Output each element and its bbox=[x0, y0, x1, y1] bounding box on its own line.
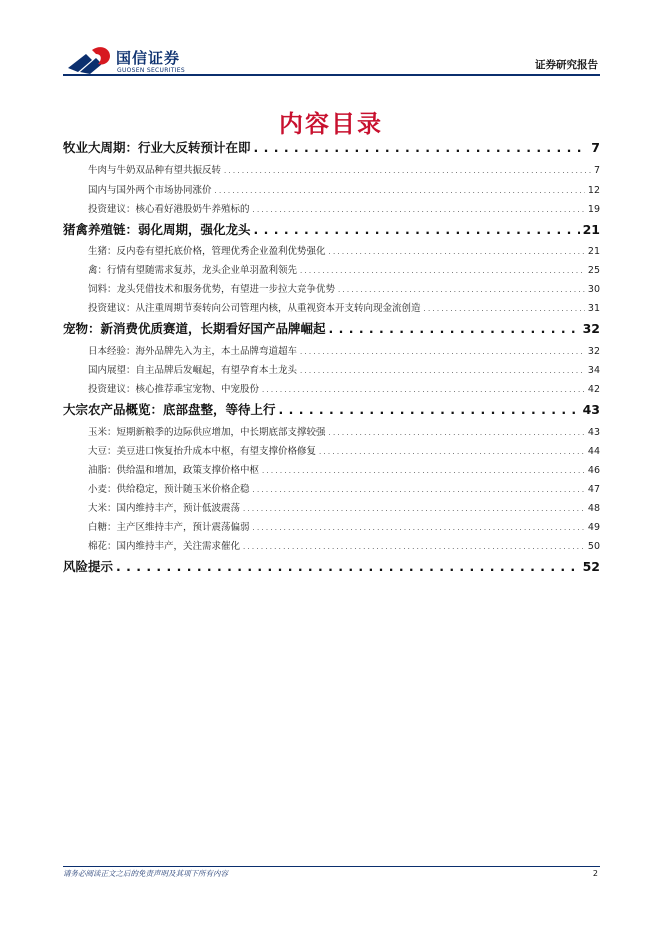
toc-entry-page: 34 bbox=[587, 365, 600, 376]
toc-entry-title: 生猪：反内卷有望托底价格，管理优秀企业盈利优势强化 bbox=[88, 246, 326, 257]
toc-subsection-entry[interactable] bbox=[63, 182, 600, 200]
toc-dot-leader bbox=[262, 462, 585, 480]
toc-entry-page: 30 bbox=[587, 284, 600, 295]
toc-entry-title: 国内与国外两个市场协同涨价 bbox=[88, 185, 212, 196]
toc-subsection-entry[interactable] bbox=[63, 262, 600, 280]
toc-entry-page: 12 bbox=[587, 185, 600, 196]
toc-section-entry[interactable] bbox=[63, 319, 600, 339]
toc-subsection-entry[interactable] bbox=[63, 201, 600, 219]
toc-entry-title: 投资建议：核心看好港股奶牛养殖标的 bbox=[88, 204, 250, 215]
toc-entry-title: 棉花：国内维持丰产，关注需求催化 bbox=[88, 541, 241, 552]
toc-entry-page: 7 bbox=[593, 165, 600, 176]
toc-subsection-entry[interactable] bbox=[63, 281, 600, 299]
toc-entry-title: 玉米：短期新粮季的边际供应增加，中长期底部支撑较强 bbox=[88, 427, 326, 438]
footer-disclaimer: 请务必阅读正文之后的免责声明及其项下所有内容 bbox=[63, 869, 228, 878]
toc-entry-title: 猪禽养殖链：弱化周期，强化龙头 bbox=[63, 222, 251, 237]
toc-entry-title: 投资建议：从注重周期节奏转向公司管理内核，从重视资本开支转向现金流创造 bbox=[88, 303, 421, 314]
toc-entry-page: 19 bbox=[587, 204, 600, 215]
toc-entry-title: 大豆：美豆进口恢复抬升成本中枢，有望支撑价格修复 bbox=[88, 446, 317, 457]
toc-entry-page: 49 bbox=[587, 522, 600, 533]
toc-subsection-entry[interactable] bbox=[63, 519, 600, 537]
toc-dot-leader bbox=[215, 182, 585, 200]
toc-entry-page: 31 bbox=[587, 303, 600, 314]
toc-entry-title: 投资建议：核心推荐乖宝宠物、中宠股份 bbox=[88, 384, 260, 395]
toc-entry-title: 白糖：主产区维持丰产，预计震荡偏弱 bbox=[88, 522, 250, 533]
toc-dot-leader bbox=[338, 281, 585, 299]
toc-entry-page: 25 bbox=[587, 265, 600, 276]
page-header bbox=[0, 0, 662, 80]
toc-dot-leader bbox=[300, 362, 585, 380]
toc-section-entry[interactable] bbox=[63, 557, 600, 577]
toc-entry-page: 32 bbox=[582, 321, 600, 336]
toc-subsection-entry[interactable] bbox=[63, 243, 600, 261]
toc-entry-title: 小麦：供给稳定，预计随玉米价格企稳 bbox=[88, 484, 250, 495]
toc-section-entry[interactable] bbox=[63, 400, 600, 420]
toc-subsection-entry[interactable] bbox=[63, 462, 600, 480]
toc-entry-title: 大米：国内维持丰产，预计低波震荡 bbox=[88, 503, 241, 514]
toc-subsection-entry[interactable] bbox=[63, 381, 600, 399]
toc-dot-leader bbox=[116, 557, 580, 577]
toc-entry-page: 21 bbox=[587, 246, 600, 257]
toc-subsection-entry[interactable] bbox=[63, 443, 600, 461]
toc-section-entry[interactable] bbox=[63, 138, 600, 158]
toc-subsection-entry[interactable] bbox=[63, 162, 600, 180]
toc-entry-page: 7 bbox=[591, 140, 600, 155]
toc-entry-page: 32 bbox=[587, 346, 600, 357]
toc-entry-title: 日本经验：海外品牌先入为主，本土品牌弯道超车 bbox=[88, 346, 298, 357]
header-divider bbox=[63, 74, 600, 76]
toc-entry-page: 21 bbox=[582, 222, 600, 237]
toc-entry-title: 牧业大周期：行业大反转预计在即 bbox=[63, 140, 251, 155]
toc-entry-page: 44 bbox=[587, 446, 600, 457]
toc-dot-leader bbox=[243, 538, 585, 556]
toc-dot-leader bbox=[254, 138, 589, 158]
toc-entry-title: 油脂：供给温和增加，政策支撑价格中枢 bbox=[88, 465, 260, 476]
footer-divider bbox=[63, 866, 600, 867]
toc-subsection-entry[interactable] bbox=[63, 500, 600, 518]
toc-dot-leader bbox=[424, 300, 585, 318]
toc-dot-leader bbox=[254, 220, 580, 240]
toc-subsection-entry[interactable] bbox=[63, 300, 600, 318]
report-type-label: 证券研究报告 bbox=[535, 59, 598, 71]
toc-entry-title: 国内展望：自主品牌后发崛起，有望孕育本土龙头 bbox=[88, 365, 298, 376]
toc-subsection-entry[interactable] bbox=[63, 424, 600, 442]
toc-dot-leader bbox=[319, 443, 585, 461]
toc-entry-page: 48 bbox=[587, 503, 600, 514]
toc-entry-page: 52 bbox=[582, 559, 600, 574]
toc-entry-page: 46 bbox=[587, 465, 600, 476]
toc-entry-title: 风险提示 bbox=[63, 559, 114, 574]
toc-entry-page: 50 bbox=[587, 541, 600, 552]
toc-entry-title: 饲料：龙头凭借技术和服务优势，有望进一步拉大竞争优势 bbox=[88, 284, 336, 295]
toc-entry-page: 42 bbox=[587, 384, 600, 395]
footer-page-number: 2 bbox=[592, 869, 598, 878]
toc-subsection-entry[interactable] bbox=[63, 362, 600, 380]
toc-subsection-entry[interactable] bbox=[63, 343, 600, 361]
toc-dot-leader bbox=[262, 381, 585, 399]
logo-text-cn: 国信证券 bbox=[116, 49, 181, 67]
toc-subsection-entry[interactable] bbox=[63, 481, 600, 499]
toc-dot-leader bbox=[329, 319, 580, 339]
toc-entry-page: 43 bbox=[582, 402, 600, 417]
toc-dot-leader bbox=[329, 243, 585, 261]
toc-dot-leader bbox=[253, 201, 585, 219]
toc-entry-page: 47 bbox=[587, 484, 600, 495]
toc-entry-title: 大宗农产品概览：底部盘整，等待上行 bbox=[63, 402, 276, 417]
toc-dot-leader bbox=[253, 519, 585, 537]
toc-entry-title: 宠物：新消费优质赛道，长期看好国产品牌崛起 bbox=[63, 321, 326, 336]
toc-dot-leader bbox=[253, 481, 585, 499]
toc-entry-title: 禽：行情有望随需求复苏，龙头企业单羽盈利领先 bbox=[88, 265, 298, 276]
toc-dot-leader bbox=[243, 500, 585, 518]
guosen-logo-icon bbox=[66, 46, 114, 76]
toc-dot-leader bbox=[279, 400, 580, 420]
logo-text-en: GUOSEN SECURITIES bbox=[117, 67, 186, 74]
toc-title: 内容目录 bbox=[279, 110, 383, 138]
toc-dot-leader bbox=[300, 343, 585, 361]
toc-dot-leader bbox=[300, 262, 585, 280]
toc-entry-page: 43 bbox=[587, 427, 600, 438]
toc-section-entry[interactable] bbox=[63, 220, 600, 240]
toc-dot-leader bbox=[329, 424, 585, 442]
toc-dot-leader bbox=[224, 162, 591, 180]
toc-subsection-entry[interactable] bbox=[63, 538, 600, 556]
toc-entry-title: 牛肉与牛奶双品种有望共振反转 bbox=[88, 165, 222, 176]
